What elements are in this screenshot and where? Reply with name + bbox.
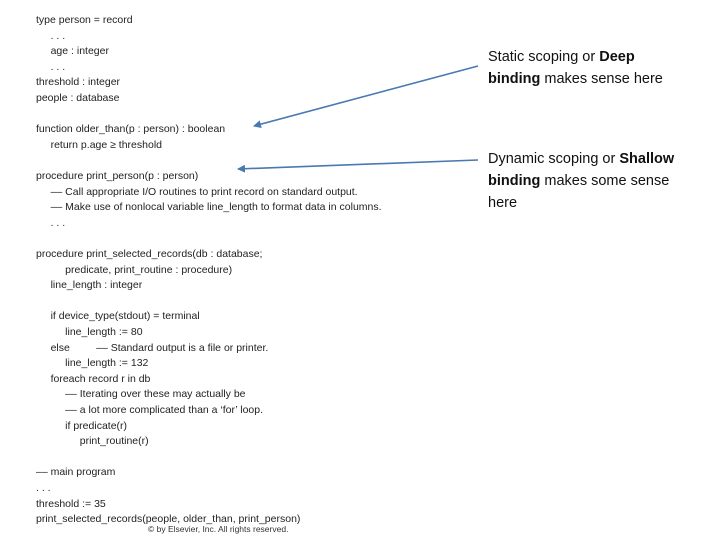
code-line: threshold : integer: [36, 76, 121, 89]
code-line: procedure print_person(p : person): [36, 170, 199, 182]
code-line: print_routine(r): [36, 435, 149, 448]
code-line: if predicate(r): [36, 419, 128, 432]
note-static-bold: Deep binding: [488, 49, 635, 87]
code-line: –– a lot more complicated than a ‘for’ loop.: [36, 404, 264, 416]
code-line: if device_type(stdout) = terminal: [36, 310, 200, 323]
code-line: line_length : integer: [36, 279, 143, 292]
code-line: people : database: [36, 92, 120, 104]
code-line: line_length := 80: [36, 326, 143, 338]
code-line: . . .: [36, 60, 66, 73]
code-line: . . .: [36, 29, 66, 42]
code-line: age : integer: [36, 45, 109, 58]
note-dynamic-scoping: [488, 148, 688, 214]
note-dynamic-bold: Shallow binding: [488, 151, 675, 189]
code-line: . . .: [36, 216, 66, 229]
note-static-scoping: [488, 46, 688, 90]
code-line: return p.age ≥ threshold: [36, 138, 162, 151]
code-line: type person = record: [36, 14, 133, 26]
note-static-post: makes sense here: [540, 71, 663, 87]
note-dynamic-post: makes some sense here: [488, 173, 670, 211]
code-line: foreach record r in db: [36, 372, 151, 385]
code-line: predicate, print_routine : procedure): [36, 263, 233, 276]
code-line: . . .: [36, 482, 51, 494]
code-line: –– Iterating over these may actually be: [36, 388, 246, 401]
code-line: –– Make use of nonlocal variable line_length to format data in columns.: [36, 201, 382, 214]
note-dynamic-pre: Dynamic scoping or: [488, 151, 620, 167]
code-line: print_selected_records(people, older_than, print_person): [36, 513, 301, 526]
copyright-text: © by Elsevier, Inc. All rights reserved.: [148, 524, 289, 534]
code-line: –– Call appropriate I/O routines to print record on standard output.: [36, 185, 358, 198]
code-line: function older_than(p : person) : boolean: [36, 123, 226, 136]
code-line: procedure print_selected_records(db : database;: [36, 248, 263, 260]
code-line: else –– Standard output is a file or printer.: [36, 341, 269, 354]
note-static-pre: Static scoping or: [488, 49, 600, 65]
code-line: –– main program: [36, 466, 116, 479]
code-line: threshold := 35: [36, 497, 106, 510]
code-line: line_length := 132: [36, 357, 149, 370]
